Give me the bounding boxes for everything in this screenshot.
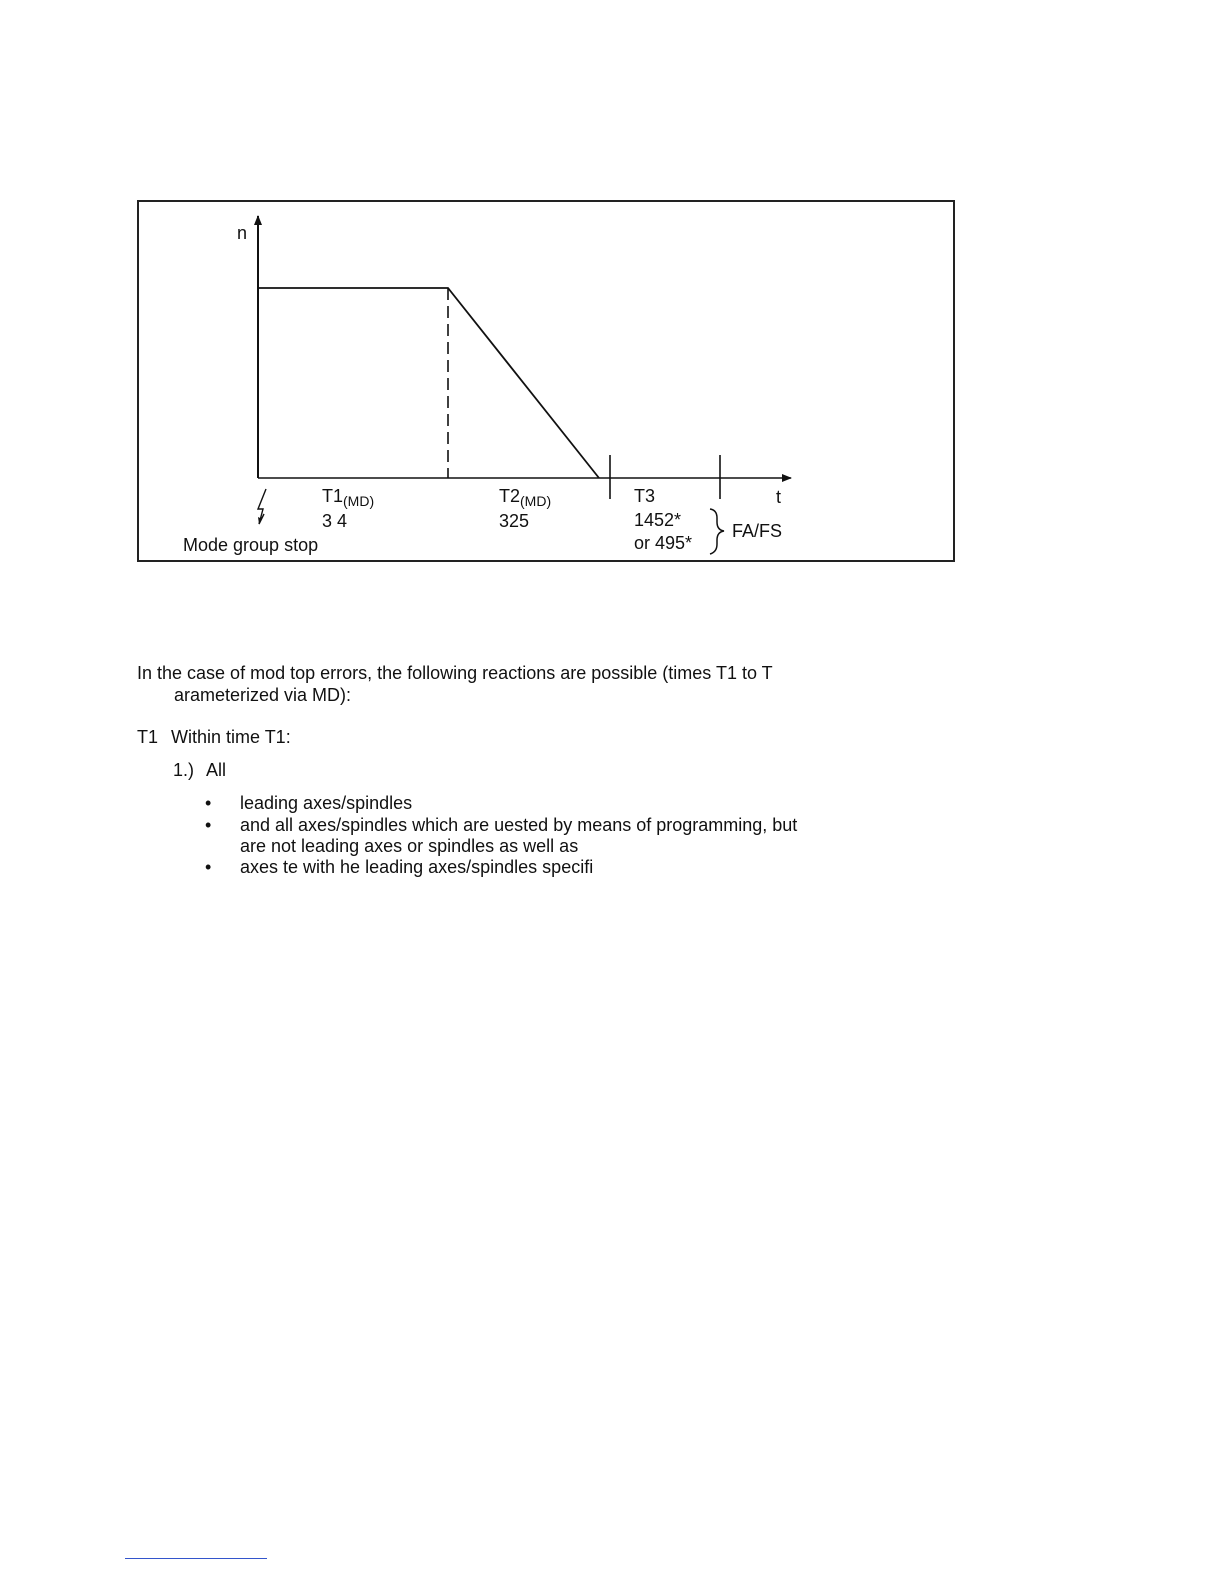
t1-label-text: T1	[322, 486, 344, 506]
bullet-marker: •	[205, 857, 212, 877]
fa-fs-brace	[710, 509, 724, 554]
bullet-marker: •	[205, 793, 212, 813]
x-axis-label: t	[776, 487, 782, 507]
speed-time-diagram	[137, 200, 955, 562]
step-number: 1.)	[173, 760, 195, 780]
t1-label	[322, 486, 374, 511]
step-text: All	[206, 760, 227, 780]
footer-rule	[125, 1558, 267, 1559]
bullet-marker: •	[205, 815, 212, 835]
t2-label-text: T2	[499, 486, 521, 506]
speed-curve	[258, 288, 599, 478]
intro-line-1: In the case of mod top errors, the following reactions are possible (times T1 to T	[137, 663, 773, 683]
t2-label-subscript: (MD)	[520, 493, 552, 509]
t1-label-subscript: (MD)	[343, 493, 375, 509]
t3-value-2: or 495*	[634, 533, 693, 553]
t2-value: 325	[499, 511, 530, 531]
bullet-item: leading axes/spindles	[240, 793, 413, 813]
t3-value-1: 1452*	[634, 510, 682, 530]
bullet-item: axes te with he leading axes/spindles specifi	[240, 857, 594, 877]
t1-value: 3 4	[322, 511, 348, 531]
y-axis-label: n	[237, 223, 248, 243]
intro-line-2: arameterized via MD):	[174, 685, 352, 705]
bullet-item: and all axes/spindles which are uested by means of programming, but	[240, 815, 798, 835]
t1-heading-code: T1	[137, 727, 159, 747]
t3-label: T3	[634, 486, 656, 506]
fa-fs-label: FA/FS	[732, 521, 783, 541]
mode-group-stop-label: Mode group stop	[183, 535, 319, 555]
bullet-item-continuation: are not leading axes or spindles as well as	[240, 836, 579, 856]
t2-label	[499, 486, 551, 511]
t1-heading-text: Within time T1:	[171, 727, 291, 747]
